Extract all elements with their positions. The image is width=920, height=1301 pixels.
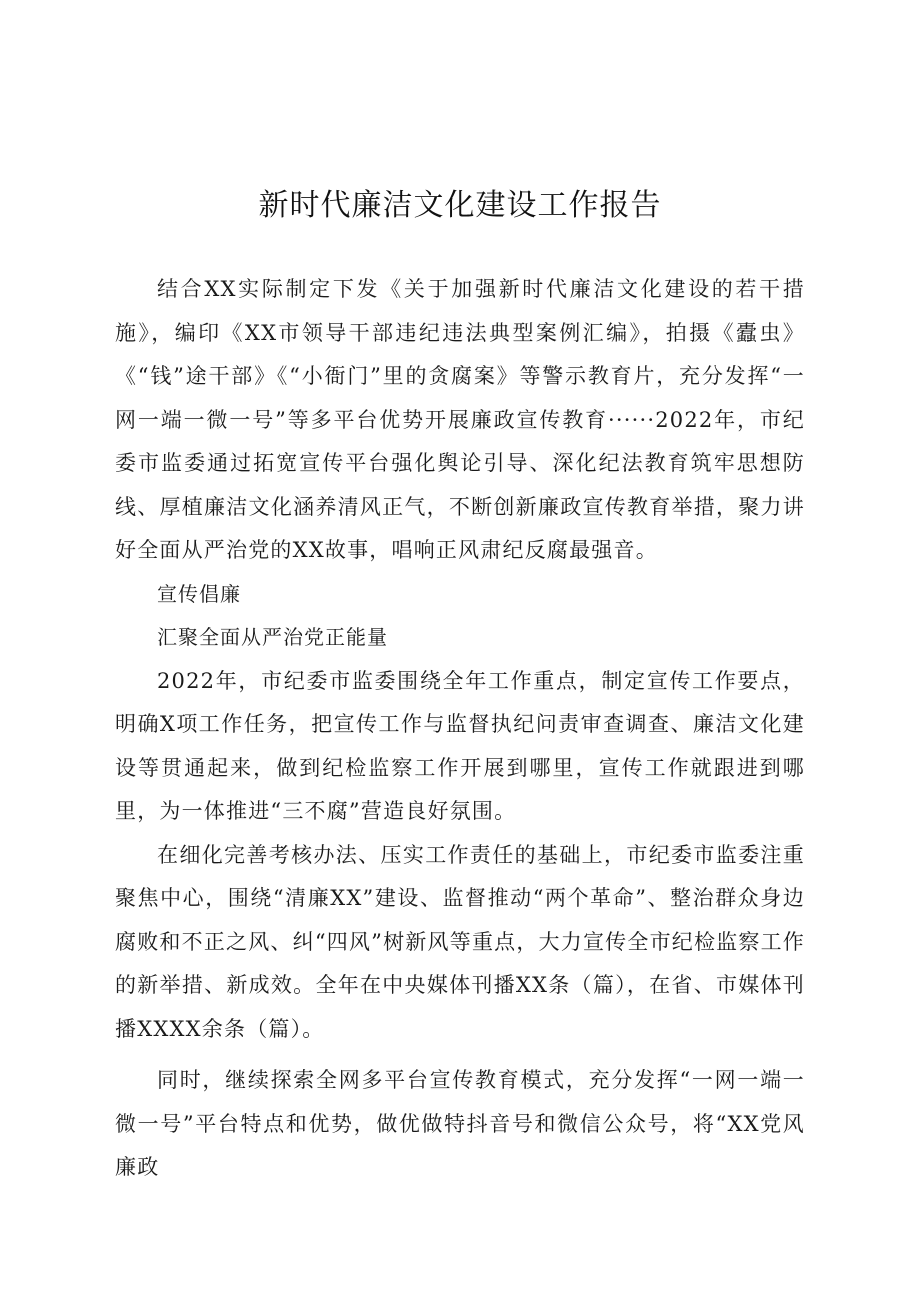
paragraph-spacer xyxy=(115,1051,805,1059)
section-heading: 宣传倡廉 xyxy=(157,581,241,606)
section-subheading: 汇聚全面从严治党正能量 xyxy=(157,625,388,649)
paragraph-platforms: 同时，继续探索全网多平台宣传教育模式，充分发挥“一网一端一微一号”平台特点和优势，做优做特抖音号和微信公众号，将“XX党风廉政 xyxy=(115,1068,805,1179)
document-title: 新时代廉洁文化建设工作报告 xyxy=(258,188,662,223)
paragraph-work-plan: 2022年，市纪委市监委围绕全年工作重点，制定宣传工作要点，明确X项工作任务，把宣传工作与监督执纪问责审查调查、廉洁文化建设等贯通起来，做到纪检监察工作开展到哪里，宣传工作就跟进到哪里，为一体推进“三不腐”营造良好氛围。 xyxy=(115,668,805,823)
document-body xyxy=(115,268,805,1190)
paragraph-intro: 结合XX实际制定下发《关于加强新时代廉洁文化建设的若干措施》，编印《XX市领导干部违纪违法典型案例汇编》，拍摄《蠹虫》《“钱”途干部》《“小衙门”里的贪腐案》等警示教育片，充分发挥“一网一端一微一号”等多平台优势开展廉政宣传教育······2022年，市纪委市监委通过拓宽宣传平台强化舆论引导、深化纪法教育筑牢思想防线、厚植廉洁文化涵养清风正气，不断创新廉政宣传教育举措，聚力讲好全面从严治党的XX故事，唱响正风肃纪反腐最强音。 xyxy=(115,277,805,562)
paragraph-media-results: 在细化完善考核办法、压实工作责任的基础上，市纪委市监委注重聚焦中心，围绕“清廉XX”建设、监督推动“两个革命”、整治群众身边腐败和不正之风、纠“四风”树新风等重点，大力宣传全市纪检监察工作的新举措、新成效。全年在中央媒体刊播XX条（篇），在省、市媒体刊播XXXX余条（篇）。 xyxy=(115,842,805,1041)
